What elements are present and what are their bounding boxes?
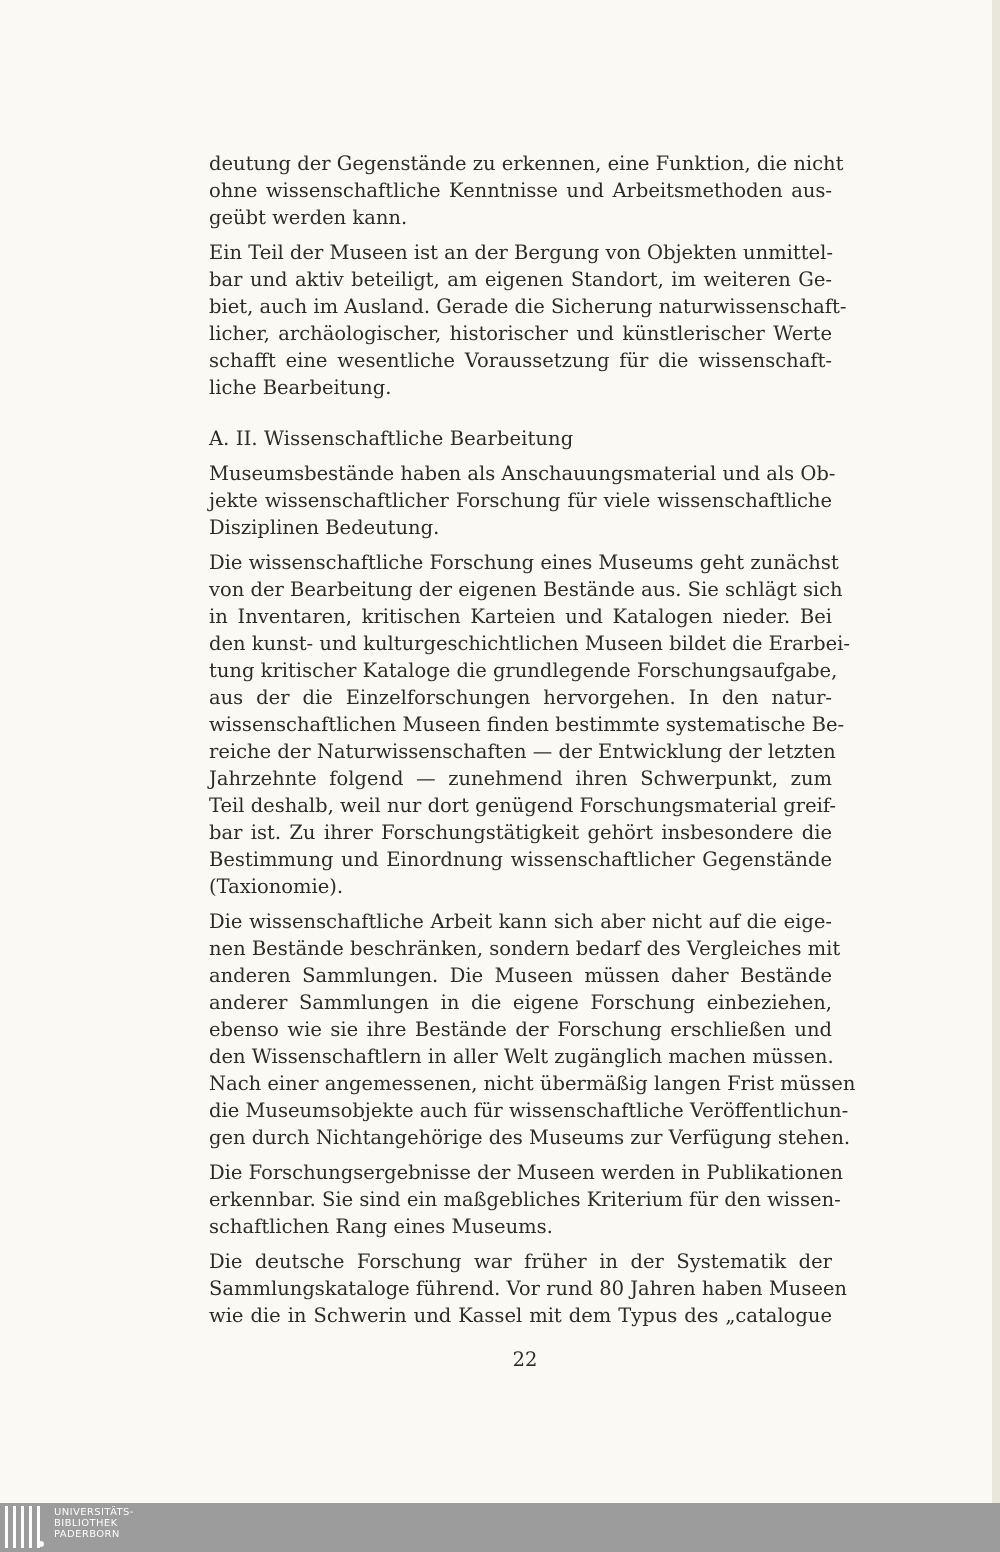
text-line: Sammlungskataloge führend. Vor rund 80 Jahren haben Museen	[209, 1277, 847, 1300]
text-line: von der Bearbeitung der eigenen Bestände aus. Sie schlägt sich	[209, 578, 843, 601]
text-line: geübt werden kann.	[209, 206, 408, 229]
text-line: liche Bearbeitung.	[209, 376, 392, 399]
body-text	[209, 150, 856, 1329]
paragraph-2	[209, 239, 847, 401]
library-name-line: UNIVERSITÄTS-	[54, 1507, 134, 1518]
library-name	[54, 1507, 134, 1540]
text-line: tung kritischer Kataloge die grundlegende Forschungsaufgabe,	[209, 659, 838, 682]
text-line: wie die in Schwerin und Kassel mit dem Typus des „catalogue	[209, 1304, 832, 1327]
text-line: gen durch Nichtangehörige des Museums zur Verfügung stehen.	[209, 1126, 851, 1149]
library-logo-icon	[5, 1506, 40, 1548]
text-line: den Wissenschaftlern in aller Welt zugänglich machen müssen.	[209, 1045, 834, 1068]
text-line: den kunst- und kulturgeschichtlichen Museen bildet die Erarbei-	[209, 632, 850, 655]
paragraph-6	[209, 1159, 843, 1240]
heading-text: A. II. Wissenschaftliche Bearbeitung	[209, 427, 574, 450]
text-line: aus der die Einzelforschungen hervorgehen. In den natur-	[209, 686, 832, 709]
logo-dot-icon	[38, 1541, 44, 1547]
paragraph-5	[209, 908, 856, 1151]
text-line: Die wissenschaftliche Forschung eines Museums geht zunächst	[209, 551, 839, 574]
paragraph-4	[209, 549, 850, 900]
text-line: wissenschaftlichen Museen finden bestimmte systematische Be-	[209, 713, 845, 736]
paragraph-1	[209, 150, 844, 231]
paragraph-3	[209, 460, 836, 541]
library-name-line: BIBLIOTHEK	[54, 1518, 118, 1529]
text-line: ebenso wie sie ihre Bestände der Forschung erschließen und	[209, 1018, 832, 1041]
text-line: Museumsbestände haben als Anschauungsmaterial und als Ob-	[209, 462, 836, 485]
text-line: Jahrzehnte folgend — zunehmend ihren Schwerpunkt, zum	[209, 767, 832, 790]
text-line: schafft eine wesentliche Voraussetzung für die wissenschaft-	[209, 349, 832, 372]
text-line: in Inventaren, kritischen Karteien und Katalogen nieder. Bei	[209, 605, 832, 628]
text-line: deutung der Gegenstände zu erkennen, eine Funktion, die nicht	[209, 152, 844, 175]
text-line: schaftlichen Rang eines Museums.	[209, 1215, 553, 1238]
section-heading	[209, 425, 832, 452]
text-line: Teil deshalb, weil nur dort genügend Forschungsmaterial greif-	[209, 794, 836, 817]
text-line: erkennbar. Sie sind ein maßgebliches Kriterium für den wissen-	[209, 1188, 841, 1211]
text-line: Disziplinen Bedeutung.	[209, 516, 440, 539]
text-line: reiche der Naturwissenschaften — der Entwicklung der letzten	[209, 740, 836, 763]
text-line: nen Bestände beschränken, sondern bedarf des Vergleiches mit	[209, 937, 841, 960]
text-line: biet, auch im Ausland. Gerade die Sicherung naturwissenschaft-	[209, 295, 847, 318]
text-line: Ein Teil der Museen ist an der Bergung von Objekten unmittel-	[209, 241, 833, 264]
text-line: (Taxionomie).	[209, 875, 344, 898]
text-line: anderen Sammlungen. Die Museen müssen daher Bestände	[209, 964, 832, 987]
paragraph-7	[209, 1248, 847, 1329]
library-footer	[0, 1503, 1000, 1552]
text-line: Die Forschungsergebnisse der Museen werden in Publikationen	[209, 1161, 843, 1184]
text-line: licher, archäologischer, historischer und künstlerischer Werte	[209, 322, 832, 345]
text-line: anderer Sammlungen in die eigene Forschung einbeziehen,	[209, 991, 832, 1014]
text-line: jekte wissenschaftlicher Forschung für viele wissenschaftliche	[209, 489, 832, 512]
library-name-line: PADERBORN	[54, 1529, 120, 1540]
text-line: die Museumsobjekte auch für wissenschaftliche Veröffentlichun-	[209, 1099, 849, 1122]
page-number: 22	[512, 1348, 538, 1371]
page-edge	[992, 0, 1000, 1503]
text-line: Die deutsche Forschung war früher in der Systematik der	[209, 1250, 832, 1273]
text-line: bar und aktiv beteiligt, am eigenen Standort, im weiteren Ge-	[209, 268, 832, 291]
text-line: Die wissenschaftliche Arbeit kann sich aber nicht auf die eige-	[209, 910, 832, 933]
text-line: Nach einer angemessenen, nicht übermäßig langen Frist müssen	[209, 1072, 856, 1095]
text-line: ohne wissenschaftliche Kenntnisse und Arbeitsmethoden aus-	[209, 179, 832, 202]
text-line: Bestimmung und Einordnung wissenschaftlicher Gegenstände	[209, 848, 832, 871]
text-line: bar ist. Zu ihrer Forschungstätigkeit gehört insbesondere die	[209, 821, 832, 844]
